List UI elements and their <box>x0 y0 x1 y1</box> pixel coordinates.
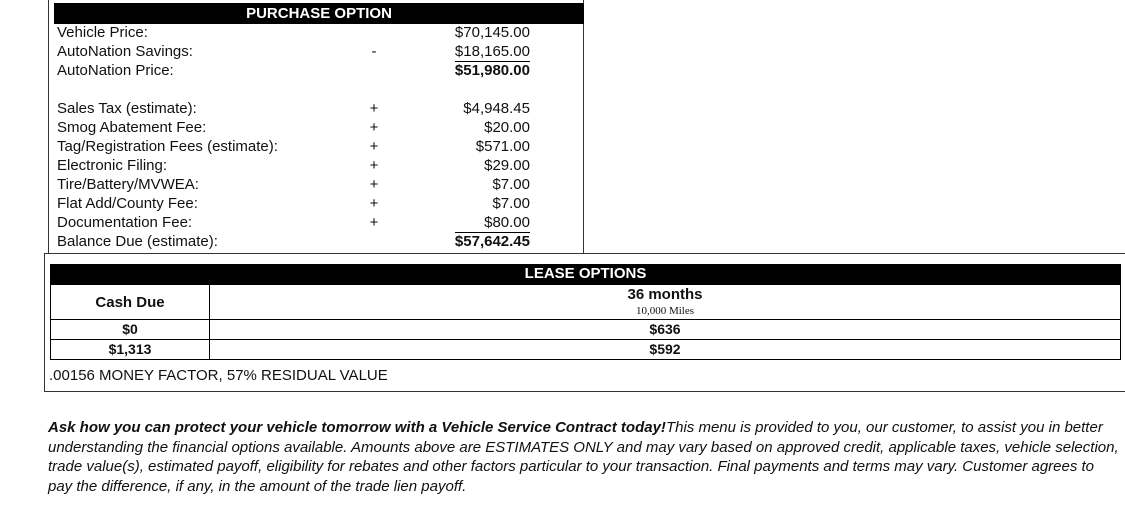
line-item-amount: $4,948.45 <box>463 100 530 117</box>
line-item-label: Electronic Filing: <box>57 157 168 174</box>
line-item-sales-tax <box>57 99 537 118</box>
line-item-operator: + <box>369 214 379 231</box>
line-item-documentation-fee <box>57 213 537 232</box>
line-item-tire-battery <box>57 175 537 194</box>
line-item-operator: + <box>369 138 379 155</box>
term-header-cell <box>210 285 1121 320</box>
line-item-operator: - <box>371 43 377 60</box>
disclaimer-text <box>48 418 1120 496</box>
line-item-amount: $571.00 <box>475 138 530 155</box>
line-item-label: Documentation Fee: <box>57 214 193 231</box>
line-item-savings <box>57 42 537 61</box>
lease-term: 36 months <box>627 286 703 303</box>
line-item-vehicle-price <box>57 23 537 42</box>
line-item-county-fee <box>57 194 537 213</box>
line-item-amount: $57,642.45 <box>454 233 530 250</box>
line-item-label: Flat Add/County Fee: <box>57 195 198 212</box>
line-item-balance-due <box>57 232 537 251</box>
lease-mileage: 10,000 Miles <box>635 305 695 317</box>
table-row <box>51 340 1121 360</box>
line-item-smog-fee <box>57 118 537 137</box>
table-row <box>51 320 1121 340</box>
line-item-operator: + <box>369 119 379 136</box>
line-item-amount: $51,980.00 <box>454 62 530 79</box>
line-item-operator: + <box>369 157 379 174</box>
line-item-label: AutoNation Price: <box>57 62 174 79</box>
line-item-amount: $29.00 <box>484 157 530 174</box>
cash-due-cell: $1,313 <box>51 340 210 360</box>
cash-due-header: Cash Due <box>51 285 210 320</box>
line-item-operator: + <box>369 176 379 193</box>
line-item-label: AutoNation Savings: <box>57 43 193 60</box>
cash-due-cell: $0 <box>51 320 210 340</box>
line-item-electronic-filing <box>57 156 537 175</box>
line-item-operator: + <box>369 195 379 212</box>
line-item-label: Tire/Battery/MVWEA: <box>57 176 199 193</box>
line-item-label: Vehicle Price: <box>57 24 148 41</box>
line-item-amount: $70,145.00 <box>454 24 530 41</box>
disclaimer-body: This menu is provided to you, our customer, to assist you in better understanding the financial options available. Amounts above are ESTIMATES ONLY and may vary based on approved credit, applicable taxes, vehicle selection, trade value(s), estimated payoff, eligibility for rebates and other factors particular to your transaction. Final payments and terms may vary. Customer agrees to pay the difference, if any, in the amount of the trade lien payoff. <box>48 419 1119 495</box>
purchase-option-title: PURCHASE OPTION <box>54 3 584 24</box>
line-item-amount: $7.00 <box>492 195 530 212</box>
lease-options-table <box>50 284 1121 360</box>
lease-options-title: LEASE OPTIONS <box>50 264 1121 284</box>
line-item-amount: $80.00 <box>484 214 530 231</box>
line-item-autonation-price <box>57 61 537 80</box>
line-item-amount: $7.00 <box>492 176 530 193</box>
line-item-amount: $18,165.00 <box>454 43 530 60</box>
line-item-label: Balance Due (estimate): <box>57 233 218 250</box>
monthly-payment-cell: $592 <box>210 340 1121 360</box>
line-item-amount: $20.00 <box>484 119 530 136</box>
line-item-operator: + <box>369 100 379 117</box>
line-item-label: Smog Abatement Fee: <box>57 119 207 136</box>
line-item-registration-fees <box>57 137 537 156</box>
disclaimer-lead: Ask how you can protect your vehicle tomorrow with a Vehicle Service Contract today! <box>48 419 666 436</box>
line-item-label: Sales Tax (estimate): <box>57 100 197 117</box>
money-factor-note: .00156 MONEY FACTOR, 57% RESIDUAL VALUE <box>49 367 388 384</box>
line-item-label: Tag/Registration Fees (estimate): <box>57 138 278 155</box>
monthly-payment-cell: $636 <box>210 320 1121 340</box>
lease-table-header-row <box>51 285 1121 320</box>
